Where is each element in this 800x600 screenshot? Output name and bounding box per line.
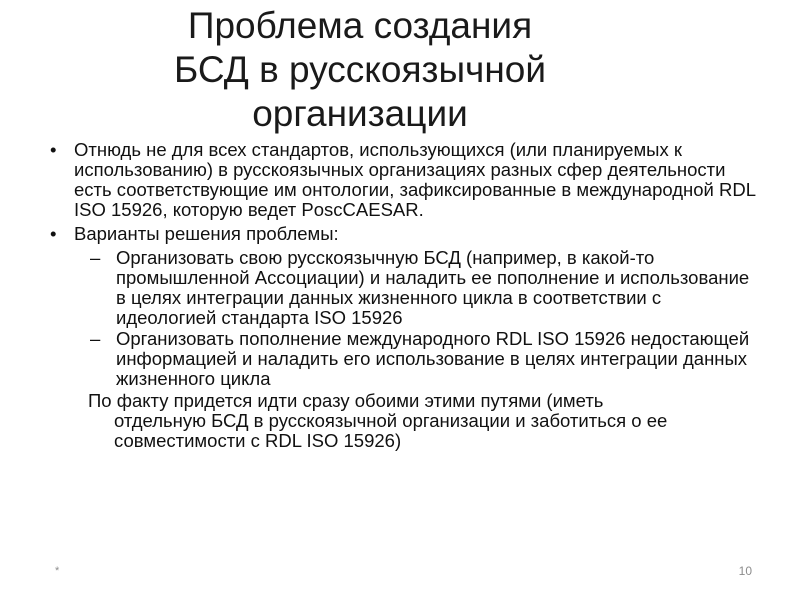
slide-page-number: 10	[738, 564, 752, 578]
sub-bullet-text: Организовать пополнение международного RDL ISO 15926 недостающей информацией и наладить его использование в целях интеграции данных жизненного цикла	[116, 328, 750, 389]
slide-body	[48, 140, 758, 451]
sub-bullet-marker: –	[90, 328, 101, 349]
title-line-1: Проблема создания	[187, 5, 533, 46]
title-line-2: БСД в русскоязычной	[173, 49, 547, 90]
bullet-marker: •	[50, 223, 57, 244]
slide-title	[100, 4, 620, 136]
sub-bullet-item	[48, 248, 758, 328]
conclusion-line-1: По факту придется идти сразу обоими этими путями (иметь	[88, 390, 604, 411]
conclusion-paragraph	[48, 391, 758, 451]
conclusion-line-2: отдельную БСД в русскоязычной организации и заботиться о ее совместимости с RDL ISO 15926)	[114, 410, 668, 451]
bullet-marker: •	[50, 139, 57, 160]
footer-date-placeholder: *	[55, 565, 60, 577]
bullet-text: Отнюдь не для всех стандартов, использующихся (или планируемых к использованию) в русскоязычных организациях разных сфер деятельности есть соответствующие им онтологии, зафиксированные в международной RDL ISO 15926, которую ведет PoscCAESAR.	[74, 139, 756, 220]
sub-bullet-text: Организовать свою русскоязычную БСД (например, в какой-то промышленной Ассоциации) и наладить ее пополнение и использование в целях интеграции данных жизненного цикла в соответствии с идеологией стандарта ISO 15926	[116, 247, 750, 328]
sub-bullet-item	[48, 329, 758, 389]
bullet-item	[48, 224, 758, 244]
bullet-text: Варианты решения проблемы:	[74, 223, 339, 244]
title-line-3: организации	[252, 93, 468, 134]
bullet-item	[48, 140, 758, 220]
sub-bullet-marker: –	[90, 247, 101, 268]
